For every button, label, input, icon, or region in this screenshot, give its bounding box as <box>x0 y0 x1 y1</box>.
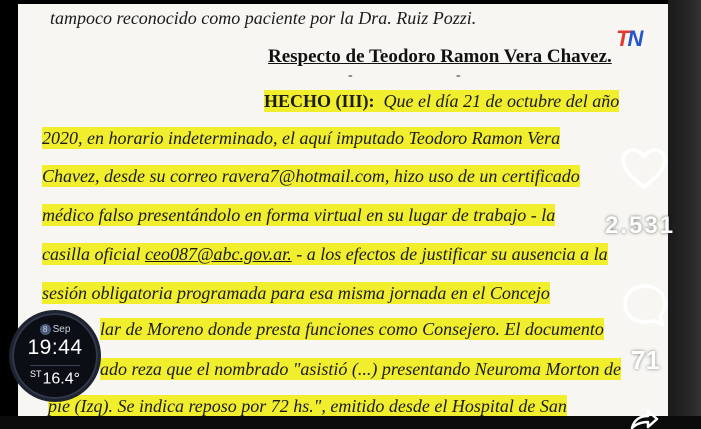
document-line: pie (Izq). Se indica reposo por 72 hs.", emitido desde el Hospital de San <box>48 396 567 416</box>
share-icon[interactable] <box>628 408 660 429</box>
document-line: Chavez, desde su correo ravera7@hotmail.com, hizo uso de un certificado <box>42 166 580 186</box>
comments-count: 71 <box>631 345 660 375</box>
divider-mark: - <box>348 68 353 83</box>
document-page <box>18 4 668 416</box>
document-heading: Respecto de Teodoro Ramon Vera Chavez. <box>268 46 612 67</box>
email-link[interactable]: ceo087@abc.gov.ar. <box>145 244 292 264</box>
document-line: casilla oficial ceo087@abc.gov.ar. - a los efectos de justificar su ausencia a la <box>42 244 608 264</box>
widget-divider <box>30 365 80 366</box>
widget-temperature: $^{ST}$16.4° <box>29 369 81 388</box>
widget-time: 19:44 <box>27 336 83 359</box>
document-line: sesión obligatoria programada para esa misma jornada en el Concejo <box>42 283 550 303</box>
document-line: lar de Moreno donde presta funciones como Consejero. El documento <box>100 319 604 339</box>
bottom-bar <box>0 416 701 429</box>
document-line: médico falso presentándolo en forma virtual en su lugar de trabajo - la <box>42 205 556 225</box>
document-top-line: tampoco reconocido como paciente por la Dra. Ruiz Pozzi. <box>50 8 477 28</box>
hecho-label: HECHO (III): <box>264 91 375 111</box>
tn-logo: TN <box>616 26 642 51</box>
document-line: ado reza que el nombrado "asistió (...) presentando Neuroma Morton de <box>100 359 622 379</box>
comment-icon[interactable] <box>620 282 670 328</box>
clock-weather-widget[interactable] <box>12 313 98 399</box>
widget-date: 8 Sep <box>12 324 98 335</box>
likes-count: 2.531 <box>605 212 676 239</box>
divider-mark: - <box>456 68 461 83</box>
document-line: 2020, en horario indeterminado, el aquí imputado Teodoro Ramon Vera <box>42 128 561 148</box>
document-line: HECHO (III): Que el día 21 de octubre del año <box>264 91 620 111</box>
heart-icon[interactable] <box>620 148 668 190</box>
